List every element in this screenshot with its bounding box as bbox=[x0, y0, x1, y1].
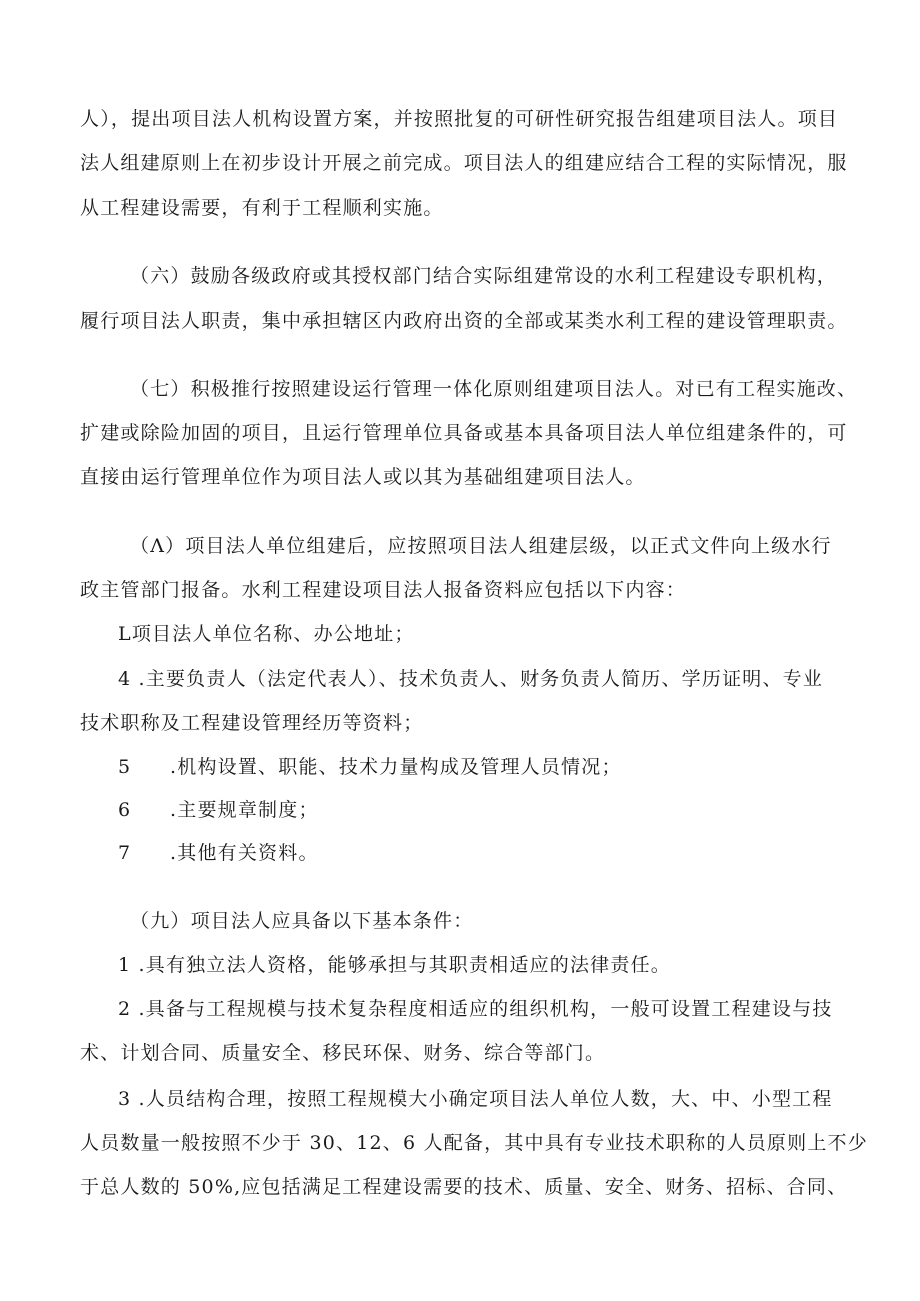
text-line: 人），提出项目法人机构设置方案，并按照批复的可研性研究报告组建项目法人。项目 bbox=[80, 108, 839, 130]
text-line: 政主管部门报备。水利工程建设项目法人报备资料应包括以下内容： bbox=[80, 579, 687, 601]
list-text: .机构设置、职能、技术力量构成及管理人员情况； bbox=[170, 756, 622, 778]
list-item: 1 .具有独立法人资格，能够承担与其职责相适应的法律责任。 bbox=[118, 954, 671, 976]
text-line: 术、计划合同、质量安全、移民环保、财务、综合等部门。 bbox=[80, 1042, 606, 1064]
list-item: L项目法人单位名称、办公地址； bbox=[118, 623, 415, 645]
text-line: （七）积极推行按照建设运行管理一体化原则组建项目法人。对已有工程实施改、 bbox=[130, 378, 858, 400]
text-line: （Λ）项目法人单位组建后，应按照项目法人组建层级，以正式文件向上级水行 bbox=[130, 535, 832, 557]
list-text: .主要规章制度； bbox=[170, 799, 319, 821]
list-number: 6 bbox=[118, 799, 132, 821]
list-item: 2 .具备与工程规模与技术复杂程度相适应的组织机构，一般可设置工程建设与技 bbox=[118, 998, 833, 1020]
text-line: 履行项目法人职责，集中承担辖区内政府出资的全部或某类水利工程的建设管理职责。 bbox=[80, 310, 848, 332]
text-line: 扩建或除险加固的项目，且运行管理单位具备或基本具备项目法人单位组建条件的，可 bbox=[80, 422, 848, 444]
text-line: （九）项目法人应具备以下基本条件： bbox=[130, 910, 474, 932]
text-line: 从工程建设需要，有利于工程顺利实施。 bbox=[80, 197, 444, 219]
text-line: 于总人数的 50%,应包括满足工程建设需要的技术、质量、安全、财务、招标、合同、 bbox=[80, 1176, 848, 1198]
text-line: 法人组建原则上在初步设计开展之前完成。项目法人的组建应结合工程的实际情况，服 bbox=[80, 152, 848, 174]
text-line: 人员数量一般按照不少于 30、12、6 人配备，其中具有专业技术职称的人员原则上不少 bbox=[80, 1132, 868, 1154]
text-line: （六）鼓励各级政府或其授权部门结合实际组建常设的水利工程建设专职机构， bbox=[130, 265, 838, 287]
list-item: 4 .主要负责人（法定代表人）、技术负责人、财务负责人简历、学历证明、专业 bbox=[118, 668, 824, 690]
list-item bbox=[118, 754, 622, 780]
text-line: 直接由运行管理单位作为项目法人或以其为基础组建项目法人。 bbox=[80, 466, 646, 488]
list-item bbox=[118, 797, 319, 823]
list-item: 3 .人员结构合理，按照工程规模大小确定项目法人单位人数，大、中、小型工程 bbox=[118, 1088, 833, 1110]
list-number: 7 bbox=[118, 842, 132, 864]
list-item bbox=[118, 840, 319, 866]
text-line: 技术职称及工程建设管理经历等资料； bbox=[80, 712, 424, 734]
list-text: .其他有关资料。 bbox=[170, 842, 319, 864]
list-number: 5 bbox=[118, 756, 132, 778]
